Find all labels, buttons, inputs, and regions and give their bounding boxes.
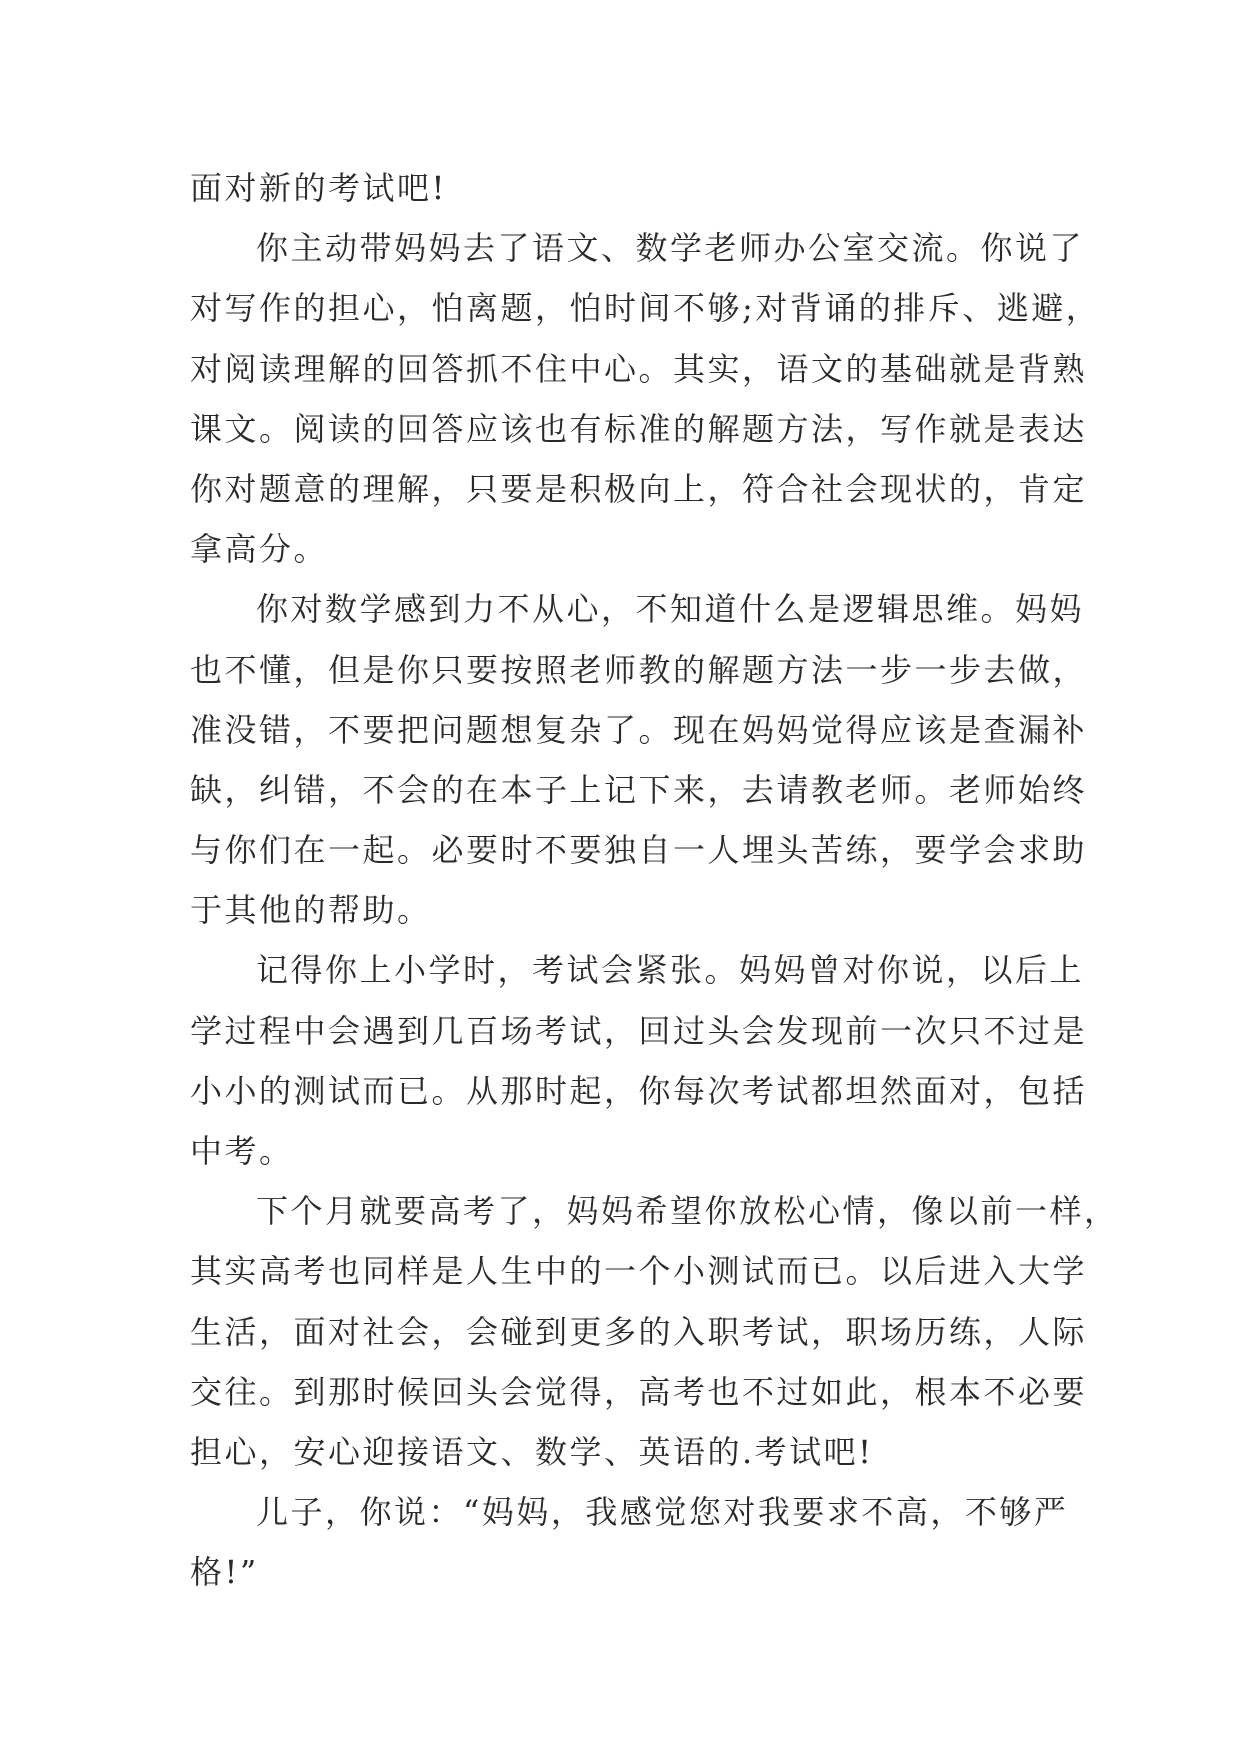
text-line: 课文。阅读的回答应该也有标准的解题方法，写作就是表达 [190, 409, 1088, 448]
text-line: 于其他的帮助。 [190, 891, 432, 930]
text-line: 下个月就要高考了，妈妈希望你放松心情，像以前一样， [256, 1192, 1119, 1231]
text-line: 学过程中会遇到几百场考试，回过头会发现前一次只不过是 [190, 1011, 1088, 1050]
text-line: 你对数学感到力不从心，不知道什么是逻辑思维。妈妈 [256, 590, 1085, 629]
text-line: 准没错，不要把问题想复杂了。现在妈妈觉得应该是查漏补 [190, 710, 1088, 749]
text-line: 其实高考也同样是人生中的一个小测试而已。以后进入大学 [190, 1252, 1088, 1291]
text-line: 格!” [190, 1553, 259, 1592]
letter-body [190, 158, 1119, 1603]
text-line: 中考。 [190, 1132, 294, 1170]
text-line: 交往。到那时候回头会觉得，高考也不过如此，根本不必要 [190, 1372, 1088, 1411]
text-line: 拿高分。 [190, 530, 329, 569]
text-line: 生活，面对社会，会碰到更多的入职考试，职场历练，人际 [190, 1312, 1088, 1351]
text-line: 小小的测试而已。从那时起，你每次考试都坦然面对，包括 [190, 1071, 1088, 1110]
text-line: 记得你上小学时，考试会紧张。妈妈曾对你说，以后上 [256, 951, 1085, 990]
text-line: 面对新的考试吧! [190, 169, 447, 207]
text-line: 对阅读理解的回答抓不住中心。其实，语文的基础就是背熟 [190, 349, 1088, 388]
text-line: 你对题意的理解，只要是积极向上，符合社会现状的，肯定 [190, 469, 1088, 508]
text-line: 对写作的担心，怕离题，怕时间不够;对背诵的排斥、逃避， [190, 289, 1101, 328]
text-line: 缺，纠错，不会的在本子上记下来，去请教老师。老师始终 [190, 770, 1088, 809]
text-line: 儿子，你说：“妈妈，我感觉您对我要求不高，不够严 [256, 1493, 1069, 1532]
text-line: 担心，安心迎接语文、数学、英语的.考试吧! [190, 1432, 874, 1471]
text-line: 与你们在一起。必要时不要独自一人埋头苦练，要学会求助 [190, 831, 1088, 870]
text-line: 你主动带妈妈去了语文、数学老师办公室交流。你说了 [256, 229, 1085, 268]
text-line: 也不懂，但是你只要按照老师教的解题方法一步一步去做， [190, 650, 1088, 689]
